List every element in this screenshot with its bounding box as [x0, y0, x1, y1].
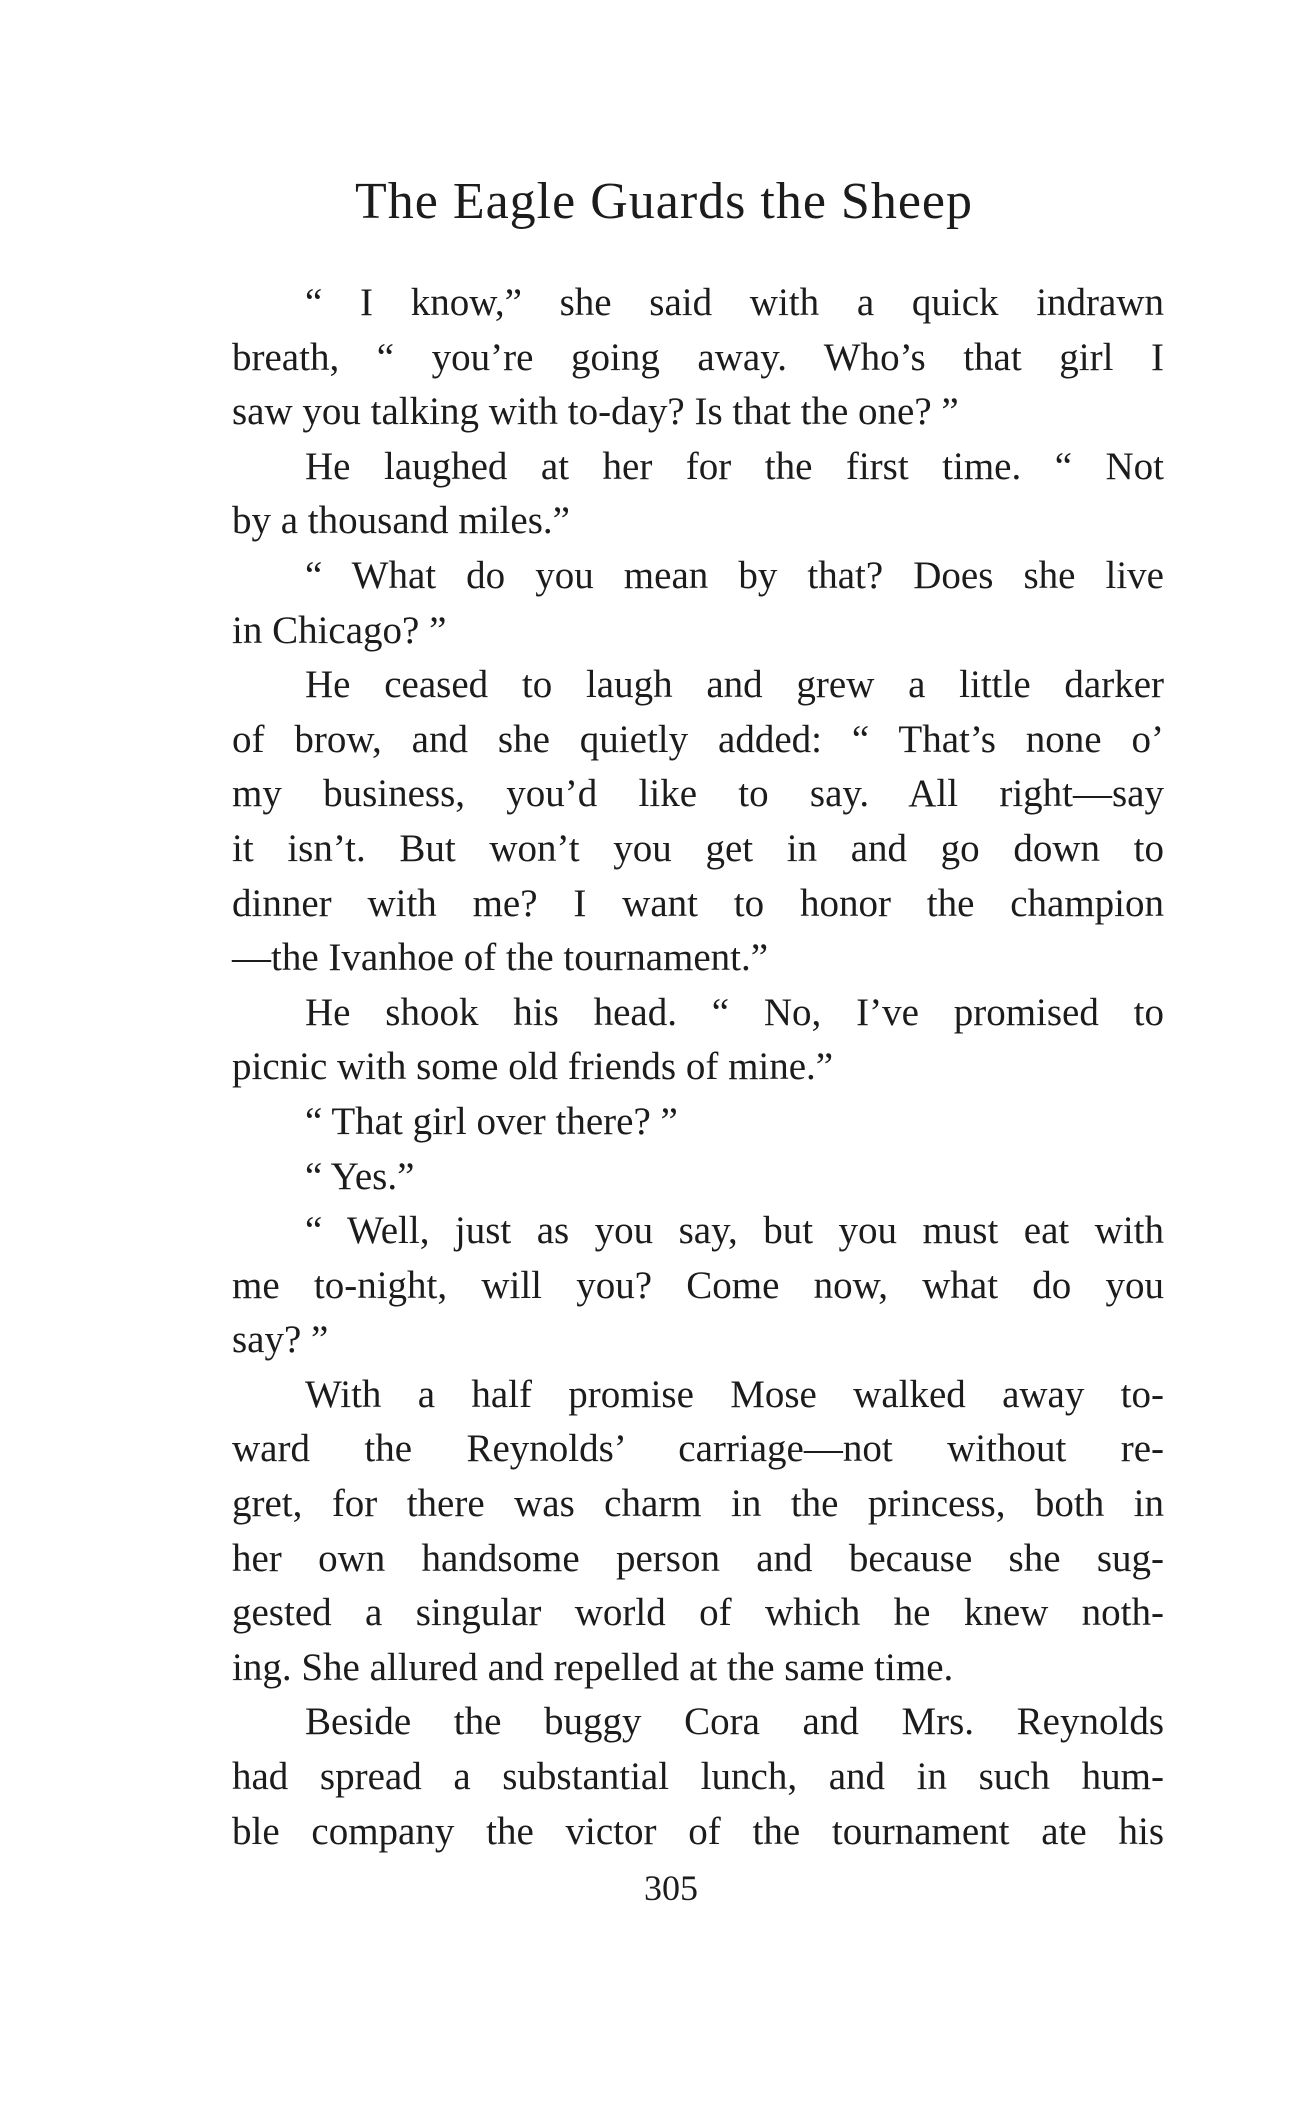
text-line: had spread a substantial lunch, and in such hum- — [232, 1755, 1164, 1799]
text-line: dinner with me? I want to honor the champion — [232, 881, 1164, 925]
text-line: of brow, and she quietly added: “ That’s none o’ — [232, 717, 1164, 761]
page-number: 305 — [644, 1868, 698, 1908]
text-line: —the Ivanhoe of the tournament.” — [232, 936, 769, 980]
text-line: in Chicago? ” — [232, 608, 447, 652]
text-line: it isn’t. But won’t you get in and go down to — [232, 826, 1164, 870]
text-line: ward the Reynolds’ carriage—not without re- — [232, 1427, 1164, 1471]
text-line: “ What do you mean by that? Does she live — [305, 553, 1164, 597]
text-line: say? ” — [232, 1318, 329, 1362]
text-line: He laughed at her for the first time. “ Not — [305, 444, 1164, 488]
text-line: ing. She allured and repelled at the same time. — [232, 1645, 954, 1689]
running-head: The Eagle Guards the Sheep — [354, 173, 973, 230]
text-line: “ Yes.” — [305, 1154, 415, 1198]
text-line: “ That girl over there? ” — [305, 1099, 678, 1143]
text-line: gested a singular world of which he knew noth- — [232, 1591, 1164, 1635]
text-line: “ Well, just as you say, but you must eat with — [305, 1209, 1164, 1253]
body-text — [232, 276, 1164, 1859]
text-line: With a half promise Mose walked away to- — [305, 1372, 1164, 1416]
text-line: gret, for there was charm in the princess, both in — [232, 1482, 1164, 1526]
text-line: “ I know,” she said with a quick indrawn — [305, 281, 1164, 324]
text-line: ble company the victor of the tournament ate his — [232, 1809, 1164, 1853]
text-line: picnic with some old friends of mine.” — [232, 1045, 834, 1089]
text-line: He shook his head. “ No, I’ve promised to — [305, 990, 1164, 1034]
text-line: breath, “ you’re going away. Who’s that girl I — [232, 335, 1164, 379]
text-line: by a thousand miles.” — [232, 499, 570, 543]
text-line: my business, you’d like to say. All right—say — [232, 772, 1164, 816]
text-line: her own handsome person and because she sug- — [232, 1536, 1164, 1580]
text-line: saw you talking with to-day? Is that the one? ” — [232, 390, 959, 434]
text-line: Beside the buggy Cora and Mrs. Reynolds — [305, 1700, 1164, 1744]
text-line: He ceased to laugh and grew a little darker — [305, 663, 1164, 707]
text-line: me to-night, will you? Come now, what do you — [232, 1263, 1164, 1307]
